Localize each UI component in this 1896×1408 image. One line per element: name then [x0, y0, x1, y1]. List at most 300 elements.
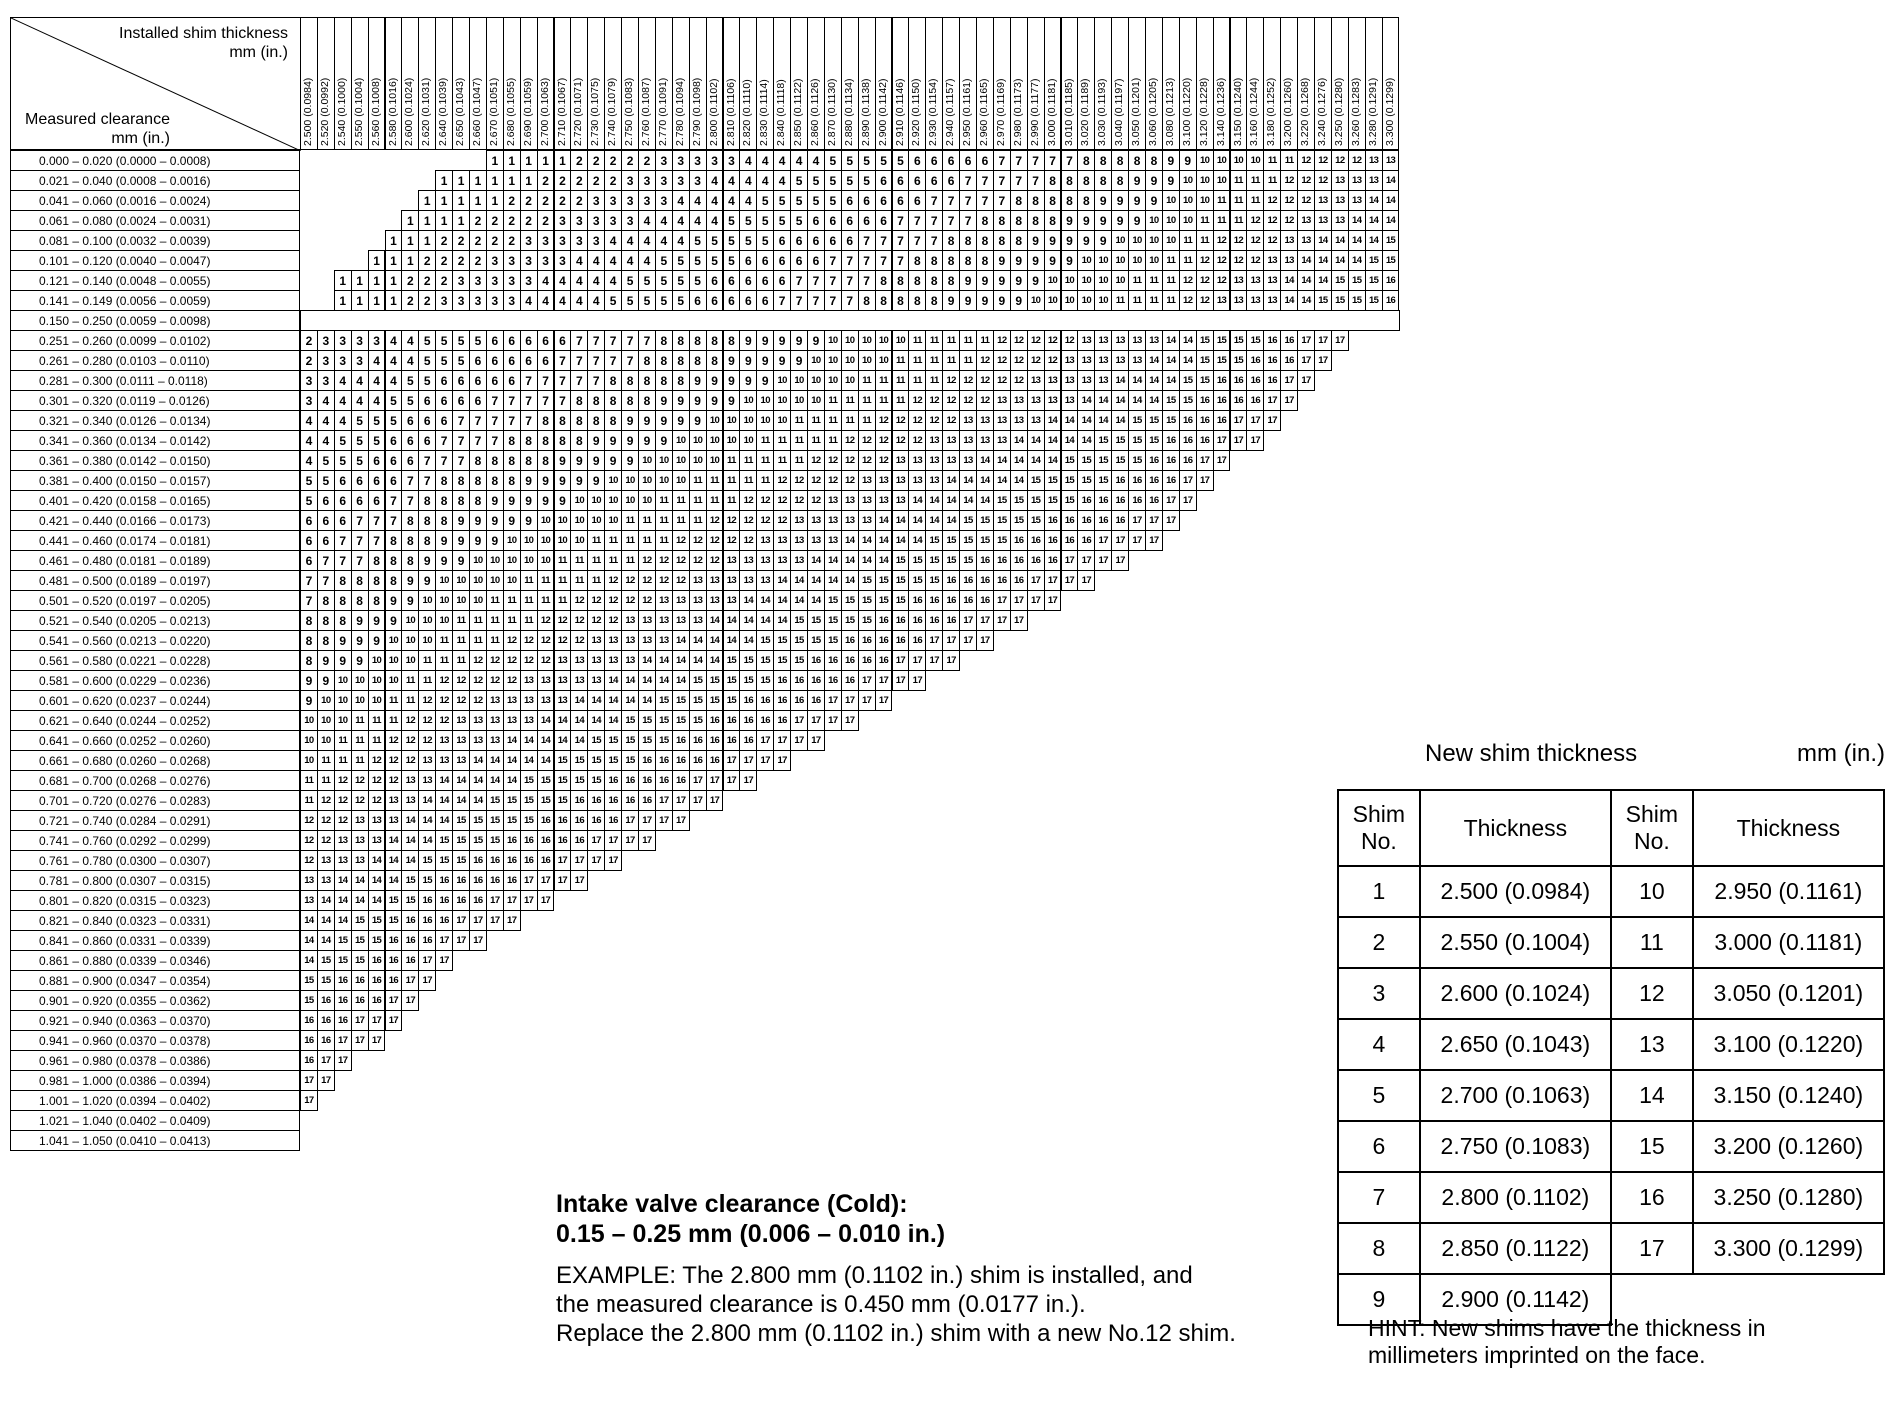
row-label: 0.041 – 0.060 (0.0016 – 0.0024): [10, 190, 300, 211]
shim-number-cell: 13: [1061, 350, 1079, 371]
shim-number-cell: 11: [824, 430, 842, 451]
shim-number-cell: 12: [723, 530, 741, 551]
column-header-frame: [993, 17, 1011, 150]
shim-number-cell: 6: [503, 330, 521, 351]
shim-number-cell: 5: [689, 250, 707, 271]
shim-thickness: 3.150 (0.1240): [1693, 1070, 1884, 1121]
shim-number-cell: 5: [401, 390, 419, 411]
shim-number-cell: 3: [554, 230, 572, 251]
shim-number-cell: 12: [1246, 230, 1264, 251]
shim-number-cell: 15: [1010, 490, 1028, 511]
shim-number-cell: 9: [317, 650, 335, 671]
shim-number-cell: 7: [1061, 150, 1079, 171]
shim-number-cell: 9: [537, 470, 555, 491]
shim-table-row: [1338, 1223, 1884, 1274]
shim-number-cell: 6: [368, 490, 386, 511]
shim-number-cell: 13: [1263, 290, 1281, 311]
row-label: 0.150 – 0.250 (0.0059 – 0.0098): [10, 310, 300, 331]
shim-number-cell: 2: [435, 250, 453, 271]
shim-number-cell: 10: [587, 490, 605, 511]
shim-number-cell: 13: [993, 430, 1011, 451]
shim-number-cell: 8: [1094, 150, 1112, 171]
shim-number-cell: 5: [824, 170, 842, 191]
shim-number-cell: 8: [503, 430, 521, 451]
shim-number-cell: 8: [908, 250, 926, 271]
shim-number-cell: 16: [1111, 470, 1129, 491]
shim-number-cell: 10: [503, 570, 521, 591]
shim-number-cell: 16: [570, 790, 588, 811]
shim-number-cell: 16: [486, 870, 504, 891]
column-header: 2.710 (0.1067): [555, 77, 568, 146]
shim-number-cell: 5: [672, 250, 690, 271]
shim-number-cell: 2: [452, 250, 470, 271]
row-label: 0.961 – 0.980 (0.0378 – 0.0386): [10, 1050, 300, 1071]
shim-number-cell: 12: [317, 830, 335, 851]
shim-number-cell: 6: [807, 230, 825, 251]
shim-number-cell: 16: [875, 610, 893, 631]
shim-number-cell: 7: [587, 350, 605, 371]
shim-number-cell: 17: [1162, 490, 1180, 511]
column-header-frame: [1128, 17, 1146, 150]
shim-number-cell: 13: [773, 550, 791, 571]
shim-number-cell: 15: [1196, 330, 1214, 351]
shim-number-cell: 10: [418, 630, 436, 651]
shim-number-cell: 8: [1044, 190, 1062, 211]
shim-number-cell: 12: [1331, 150, 1349, 171]
shim-number-cell: 17: [604, 830, 622, 851]
shim-number-cell: 9: [486, 510, 504, 531]
shim-thickness: 2.850 (0.1122): [1420, 1223, 1611, 1274]
shim-number-cell: 13: [875, 490, 893, 511]
shim-number-cell: 1: [554, 150, 572, 171]
shim-number-cell: 8: [976, 250, 994, 271]
shim-number-cell: 6: [317, 510, 335, 531]
shim-number-cell: 4: [300, 410, 318, 431]
shim-number-cell: 5: [841, 170, 859, 191]
shim-number-cell: 10: [418, 590, 436, 611]
column-header-frame: [1382, 17, 1400, 150]
shim-number-cell: 16: [1179, 430, 1197, 451]
shim-number-cell: 11: [351, 750, 369, 771]
shim-number-cell: 8: [1061, 190, 1079, 211]
shim-number-cell: 15: [1213, 350, 1231, 371]
shim-number-cell: 7: [300, 570, 318, 591]
shim-number-cell: 2: [486, 230, 504, 251]
shim-number-cell: 5: [655, 270, 673, 291]
shim-number-cell: 15: [621, 710, 639, 731]
column-header: 2.770 (0.1091): [656, 77, 669, 146]
shim-number-cell: 14: [756, 590, 774, 611]
shim-number-cell: 12: [672, 530, 690, 551]
shim-number-cell: 12: [807, 470, 825, 491]
shim-number-cell: 7: [925, 210, 943, 231]
shim-number-cell: 14: [1348, 230, 1366, 251]
shim-number-cell: 12: [1010, 350, 1028, 371]
shim-number-cell: 4: [739, 190, 757, 211]
shim-number-cell: 12: [351, 770, 369, 791]
shim-number-cell: 9: [739, 350, 757, 371]
shim-number-cell: 17: [908, 650, 926, 671]
shim-number-cell: 5: [841, 150, 859, 171]
shim-number-cell: 15: [300, 970, 318, 991]
shim-number-cell: 7: [469, 430, 487, 451]
column-header-frame: [824, 17, 842, 150]
shim-number-cell: 5: [638, 290, 656, 311]
shim-number-cell: 11: [672, 510, 690, 531]
installed-heading-line2: mm (in.): [229, 44, 288, 61]
shim-number-cell: 12: [537, 610, 555, 631]
column-header: 2.640 (0.1039): [437, 77, 450, 146]
shim-number-cell: 15: [401, 870, 419, 891]
shim-number-cell: 13: [1044, 370, 1062, 391]
shim-number-cell: 12: [1280, 210, 1298, 231]
shim-number-cell: 1: [385, 230, 403, 251]
shim-thickness: 2.650 (0.1043): [1420, 1019, 1611, 1070]
shim-number-cell: 14: [908, 510, 926, 531]
shim-number-cell: 14: [486, 750, 504, 771]
shim-number-cell: 14: [672, 670, 690, 691]
shim-number-cell: 12: [908, 390, 926, 411]
shim-number-cell: 9: [385, 610, 403, 631]
column-header-frame: [537, 17, 555, 150]
shim-number-cell: 10: [1230, 150, 1248, 171]
shim-number-cell: 8: [672, 330, 690, 351]
shim-number-cell: 13: [621, 630, 639, 651]
shim-number-cell: 10: [824, 330, 842, 351]
shim-number-cell: 10: [1094, 270, 1112, 291]
shim-number-cell: 9: [1162, 150, 1180, 171]
shim-number-cell: 11: [773, 430, 791, 451]
shim-number-cell: 14: [503, 730, 521, 751]
shim-number-cell: 14: [908, 530, 926, 551]
shim-number-cell: 13: [723, 570, 741, 591]
shim-number-cell: 13: [739, 550, 757, 571]
shim-number-cell: 13: [1094, 350, 1112, 371]
shim-number-cell: 9: [604, 430, 622, 451]
shim-number-cell: 16: [1179, 450, 1197, 471]
shim-number-cell: 7: [807, 290, 825, 311]
shim-number-cell: 7: [908, 210, 926, 231]
shim-number-cell: 5: [469, 330, 487, 351]
shim-number-cell: 17: [587, 850, 605, 871]
shim-number-cell: 16: [1061, 510, 1079, 531]
shim-thickness: 2.900 (0.1142): [1420, 1274, 1611, 1325]
shim-number-cell: 10: [689, 450, 707, 471]
shim-number-cell: 14: [368, 890, 386, 911]
shim-number-cell: 9: [435, 550, 453, 571]
shim-number-cell: 7: [1010, 170, 1028, 191]
shim-number-cell: 15: [604, 750, 622, 771]
shim-number-cell: 11: [1246, 170, 1264, 191]
shim-number-cell: 11: [1213, 190, 1231, 211]
shim-number-cell: 16: [537, 850, 555, 871]
shim-thickness: 2.700 (0.1063): [1420, 1070, 1611, 1121]
shim-number-cell: 17: [452, 930, 470, 951]
shim-number-cell: 9: [587, 470, 605, 491]
shim-number-cell: 15: [976, 530, 994, 551]
shim-number-cell: 7: [841, 270, 859, 291]
shim-number-cell: 16: [807, 650, 825, 671]
shim-number-cell: 12: [706, 550, 724, 571]
shim-number-cell: 3: [570, 210, 588, 231]
shim-number-cell: 14: [317, 910, 335, 931]
shim-number-cell: 5: [807, 190, 825, 211]
shim-number-cell: 12: [1213, 250, 1231, 271]
shim-number-cell: 15: [689, 690, 707, 711]
shim-number-cell: 5: [773, 210, 791, 231]
shim-number-cell: 9: [689, 410, 707, 431]
shim-number-cell: 13: [570, 650, 588, 671]
shim-number-cell: 9: [469, 510, 487, 531]
column-header-frame: [1331, 17, 1349, 150]
shim-number-cell: 6: [739, 270, 757, 291]
shim-number-cell: 8: [385, 570, 403, 591]
column-header-frame: [1010, 17, 1028, 150]
shim-number-cell: 8: [401, 550, 419, 571]
shim-number-cell: 17: [317, 1070, 335, 1091]
shim-number-cell: 6: [824, 210, 842, 231]
shim-number-cell: 12: [1297, 190, 1315, 211]
shim-number-cell: 12: [486, 650, 504, 671]
shim-number-cell: 8: [368, 590, 386, 611]
shim-number-cell: 17: [875, 670, 893, 691]
shim-number-cell: 14: [638, 650, 656, 671]
shim-number-cell: 7: [368, 530, 386, 551]
shim-number-cell: 12: [756, 510, 774, 531]
shim-number-cell: 9: [587, 430, 605, 451]
shim-number-cell: 7: [317, 550, 335, 571]
shim-number-cell: 16: [469, 850, 487, 871]
shim-number-cell: 4: [655, 210, 673, 231]
shim-number-cell: 6: [773, 270, 791, 291]
shim-number-cell: 3: [486, 290, 504, 311]
shim-number-cell: 6: [892, 190, 910, 211]
column-header: 2.960 (0.1165): [978, 78, 990, 146]
shim-number-cell: 13: [841, 510, 859, 531]
column-header-frame: [351, 17, 369, 150]
shim-number-cell: 13: [317, 850, 335, 871]
shim-number-cell: 11: [790, 410, 808, 431]
row-label: 0.441 – 0.460 (0.0174 – 0.0181): [10, 530, 300, 551]
shim-number-cell: 16: [908, 590, 926, 611]
shim-number-cell: 12: [1196, 270, 1214, 291]
shim-number-cell: 6: [520, 330, 538, 351]
shim-number-cell: 12: [976, 390, 994, 411]
shim-number-cell: 10: [773, 410, 791, 431]
shim-number-cell: 10: [1128, 230, 1146, 251]
shim-number-cell: 13: [1331, 210, 1349, 231]
shim-number-cell: 8: [689, 350, 707, 371]
shim-number-cell: 15: [554, 790, 572, 811]
shim-number-cell: 16: [858, 650, 876, 671]
shim-number-cell: 12: [875, 430, 893, 451]
shim-number-cell: 3: [317, 370, 335, 391]
shim-number-cell: 13: [1314, 190, 1332, 211]
shim-number-cell: 15: [1128, 430, 1146, 451]
shim-number-cell: 11: [385, 710, 403, 731]
column-header-frame: [1077, 17, 1095, 150]
shim-number-cell: 15: [672, 710, 690, 731]
shim-number-cell: 8: [317, 590, 335, 611]
column-header: 2.580 (0.1016): [386, 77, 399, 146]
shim-number-cell: 14: [1280, 290, 1298, 311]
shim-number-cell: 16: [1280, 350, 1298, 371]
shim-number-cell: 9: [756, 330, 774, 351]
column-header-frame: [1094, 17, 1112, 150]
shim-number-cell: 13: [1297, 210, 1315, 231]
shim-number-cell: 15: [621, 730, 639, 751]
shim-number-cell: 14: [435, 790, 453, 811]
shim-number-cell: 7: [334, 530, 352, 551]
shim-number-cell: 15: [858, 570, 876, 591]
row-label: 0.741 – 0.760 (0.0292 – 0.0299): [10, 830, 300, 851]
column-header-frame: [942, 17, 960, 150]
shim-thickness: 3.250 (0.1280): [1693, 1172, 1884, 1223]
shim-number-cell: 2: [604, 170, 622, 191]
shim-number-cell: 3: [503, 290, 521, 311]
shim-number-cell: 14: [976, 470, 994, 491]
shim-number-cell: 14: [317, 890, 335, 911]
shim-number-cell: 12: [418, 710, 436, 731]
column-header: 3.300 (0.1299): [1383, 77, 1396, 146]
shim-number-cell: 5: [739, 230, 757, 251]
shim-number-cell: 6: [723, 270, 741, 291]
shim-number-cell: 5: [689, 230, 707, 251]
shim-number-cell: 9: [469, 530, 487, 551]
shim-number-cell: 9: [300, 690, 318, 711]
shim-table-row: [1338, 917, 1884, 968]
shim-number-cell: 17: [638, 830, 656, 851]
shim-number-cell: 3: [604, 210, 622, 231]
shim-number-cell: 16: [452, 870, 470, 891]
shim-number: 13: [1611, 1019, 1693, 1070]
shim-number-cell: 15: [841, 590, 859, 611]
shim-number-cell: 16: [908, 610, 926, 631]
shim-number-cell: 6: [300, 510, 318, 531]
shim-number-cell: 11: [351, 710, 369, 731]
shim-number-cell: 16: [1196, 390, 1214, 411]
shim-number-cell: 8: [706, 330, 724, 351]
shim-number-cell: 16: [773, 670, 791, 691]
shim-number-cell: 12: [368, 750, 386, 771]
shim-number-cell: 11: [587, 530, 605, 551]
shim-number-cell: 9: [1111, 190, 1129, 211]
shim-number-cell: 16: [604, 770, 622, 791]
shim-number-cell: 15: [756, 650, 774, 671]
shim-number-cell: 16: [368, 990, 386, 1011]
shim-number-cell: 7: [925, 230, 943, 251]
shim-number-cell: 10: [858, 330, 876, 351]
shim-number-cell: 16: [385, 950, 403, 971]
shim-number-cell: 6: [976, 150, 994, 171]
shim-number-cell: 4: [706, 210, 724, 231]
shim-number-cell: 10: [469, 550, 487, 571]
shim-number-cell: 16: [1044, 530, 1062, 551]
shim-number-cell: 10: [554, 510, 572, 531]
row-label: 0.021 – 0.040 (0.0008 – 0.0016): [10, 170, 300, 191]
shim-number-cell: 12: [976, 350, 994, 371]
shim-number-cell: 1: [334, 270, 352, 291]
shim-number-cell: 13: [469, 730, 487, 751]
shim-number-cell: 16: [706, 750, 724, 771]
shim-number-cell: 4: [689, 210, 707, 231]
column-header-frame: [452, 17, 470, 150]
shim-number-cell: 13: [1365, 170, 1383, 191]
row-label: 0.501 – 0.520 (0.0197 – 0.0205): [10, 590, 300, 611]
shim-number-cell: 9: [773, 350, 791, 371]
shim-number-cell: 10: [1196, 170, 1214, 191]
shim-number-cell: 10: [723, 410, 741, 431]
shim-number-cell: 6: [401, 430, 419, 451]
shim-number-cell: 17: [824, 710, 842, 731]
shim-number-cell: 15: [1382, 250, 1400, 271]
shim-number-cell: 11: [486, 630, 504, 651]
shim-number-cell: 14: [908, 490, 926, 511]
shim-number-cell: 12: [300, 850, 318, 871]
shim-number-cell: 13: [925, 470, 943, 491]
shim-number-cell: 12: [773, 470, 791, 491]
shim-number-cell: 12: [723, 510, 741, 531]
shim-number-cell: 7: [401, 490, 419, 511]
column-header-frame: [385, 17, 403, 150]
shim-number-cell: 3: [452, 290, 470, 311]
shim-number-cell: 9: [452, 530, 470, 551]
shim-number-cell: 12: [368, 790, 386, 811]
shim-number-cell: 16: [1094, 490, 1112, 511]
shim-number-cell: 15: [655, 710, 673, 731]
shim-number-cell: 15: [486, 790, 504, 811]
shim-number-cell: 9: [723, 350, 741, 371]
shim-number-cell: 11: [1145, 270, 1163, 291]
shim-number-cell: 14: [706, 650, 724, 671]
shim-number-cell: 15: [875, 570, 893, 591]
shim-number-cell: 10: [1027, 290, 1045, 311]
column-header-frame: [1348, 17, 1366, 150]
shim-number-cell: 15: [1094, 430, 1112, 451]
shim-number-cell: 5: [452, 350, 470, 371]
shim-number-cell: 10: [1044, 270, 1062, 291]
shim-number-cell: 5: [401, 370, 419, 391]
shim-number-cell: 12: [503, 630, 521, 651]
shim-number-cell: 15: [773, 650, 791, 671]
shim-number-cell: 5: [418, 370, 436, 391]
shim-number-cell: 10: [570, 510, 588, 531]
shim-number-cell: 11: [841, 410, 859, 431]
shim-number-cell: 14: [875, 530, 893, 551]
column-header-frame: [604, 17, 622, 150]
shim-number: 11: [1611, 917, 1693, 968]
shim-number-cell: 6: [807, 250, 825, 271]
shim-number-cell: 9: [604, 450, 622, 471]
column-header: 3.030 (0.1193): [1096, 78, 1109, 146]
shim-number-cell: 12: [334, 810, 352, 831]
shim-number-cell: 12: [1044, 350, 1062, 371]
shim-number-cell: 4: [554, 270, 572, 291]
shim-number-cell: 10: [1179, 170, 1197, 191]
shim-number-cell: 6: [858, 210, 876, 231]
shim-number-cell: 10: [368, 650, 386, 671]
shim-number-cell: 11: [554, 590, 572, 611]
shim-number-cell: 13: [1061, 390, 1079, 411]
shim-number-cell: 14: [452, 770, 470, 791]
shim-number-cell: 3: [638, 170, 656, 191]
shim-number-cell: 14: [1094, 410, 1112, 431]
shim-number-cell: 13: [334, 850, 352, 871]
shim-table-unit: mm (in.): [1797, 740, 1885, 767]
shim-number-cell: 15: [892, 550, 910, 571]
shim-number-cell: 5: [300, 470, 318, 491]
shim-number-cell: 17: [773, 730, 791, 751]
